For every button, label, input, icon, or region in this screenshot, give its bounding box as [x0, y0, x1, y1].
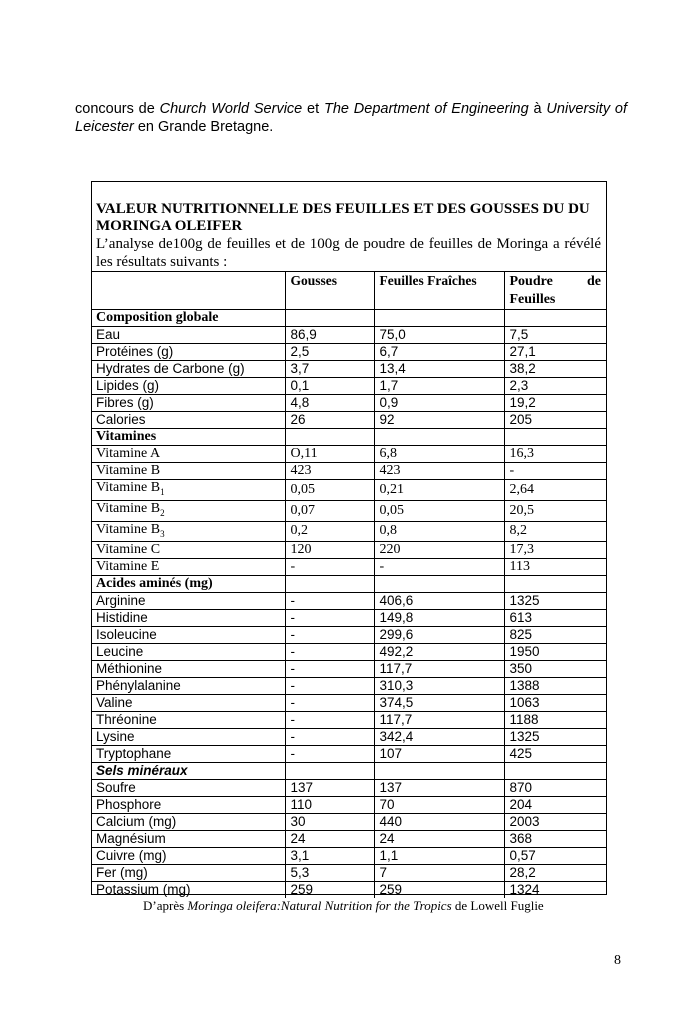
value-cell: 0,9: [374, 395, 504, 412]
table-row: [91, 463, 607, 480]
empty-cell: [374, 576, 504, 593]
caption-prefix: D’après: [143, 898, 188, 913]
row-label-text: Vitamine A: [96, 446, 161, 461]
value-cell: 24: [285, 831, 374, 848]
value-cell: 825: [504, 627, 607, 644]
value-cell: 19,2: [504, 395, 607, 412]
table-row: [91, 521, 607, 542]
table-row: [91, 848, 607, 865]
caption-source-title: Moringa oleifera:Natural Nutrition for the Tropics: [187, 898, 452, 913]
value-cell: -: [285, 729, 374, 746]
value-cell: 3,1: [285, 848, 374, 865]
empty-cell: [374, 763, 504, 780]
value-cell: 1,7: [374, 378, 504, 395]
value-cell: 374,5: [374, 695, 504, 712]
header-poudre-feuilles: [504, 272, 607, 310]
box-subtitle: L’analyse de100g de feuilles et de 100g de poudre de feuilles de Moringa a révélé les résultats suivants :: [96, 236, 601, 270]
value-cell: -: [285, 627, 374, 644]
row-label: [91, 446, 285, 463]
row-label: [91, 746, 285, 763]
value-cell: 220: [374, 542, 504, 559]
value-cell: 7,5: [504, 327, 607, 344]
table-row: [91, 395, 607, 412]
box-title: VALEUR NUTRITIONNELLE DES FEUILLES ET DES GOUSSES DU DU MORINGA OLEIFER: [96, 201, 590, 234]
empty-cell: [285, 763, 374, 780]
row-label-text: Phénylalanine: [96, 678, 181, 694]
value-cell: 5,3: [285, 865, 374, 882]
value-cell: 1325: [504, 593, 607, 610]
value-cell: 13,4: [374, 361, 504, 378]
row-label-text: Calories: [96, 412, 146, 427]
value-cell: 492,2: [374, 644, 504, 661]
table-row: [91, 678, 607, 695]
row-label-text: Lipides (g): [96, 378, 160, 393]
row-label: [91, 797, 285, 814]
header-de-word: de: [587, 274, 601, 289]
empty-cell: [285, 576, 374, 593]
table-row: [91, 446, 607, 463]
intro-text-2: et: [302, 101, 324, 117]
empty-cell: [504, 429, 607, 446]
empty-cell: [285, 310, 374, 327]
table-header-row: [91, 272, 607, 310]
row-label: [91, 610, 285, 627]
value-cell: -: [285, 712, 374, 729]
table-row: [91, 480, 607, 501]
value-cell: 38,2: [504, 361, 607, 378]
value-cell: 16,3: [504, 446, 607, 463]
empty-cell: [285, 429, 374, 446]
row-label-text: Tryptophane: [96, 746, 172, 762]
value-cell: 0,05: [285, 480, 374, 501]
value-cell: 205: [504, 412, 607, 429]
value-cell: 1324: [504, 882, 607, 899]
row-label: [91, 480, 285, 501]
row-label: [91, 695, 285, 712]
section-row: [91, 763, 607, 780]
row-label: [91, 361, 285, 378]
row-label-text: Vitamine B: [96, 521, 161, 537]
row-label-subscript: 1: [160, 486, 165, 497]
table-row: [91, 559, 607, 576]
row-label-text: Isoleucine: [96, 627, 157, 643]
row-label-subscript: 2: [160, 507, 165, 518]
row-label: [91, 395, 285, 412]
header-feuilles-fraiches: Feuilles Fraîches: [374, 272, 504, 310]
intro-org-church: Church World Service: [159, 101, 303, 117]
row-label-text: Vitamine E: [96, 559, 160, 575]
intro-org-engineering: The Department of Engineering: [323, 101, 529, 117]
value-cell: 26: [285, 412, 374, 429]
section-title: Composition globale: [91, 310, 285, 327]
table-row: [91, 797, 607, 814]
row-label: [91, 559, 285, 576]
value-cell: 17,3: [504, 542, 607, 559]
value-cell: 342,4: [374, 729, 504, 746]
value-cell: 259: [285, 882, 374, 899]
value-cell: 113: [504, 559, 607, 576]
value-cell: 2,64: [504, 480, 607, 501]
value-cell: 92: [374, 412, 504, 429]
value-cell: 1388: [504, 678, 607, 695]
value-cell: -: [285, 593, 374, 610]
value-cell: 1325: [504, 729, 607, 746]
row-label-text: Arginine: [96, 593, 146, 609]
intro-text-4: en Grande Bretagne.: [133, 119, 274, 135]
row-label: [91, 814, 285, 831]
row-label: [91, 780, 285, 797]
row-label-subscript: 3: [160, 528, 165, 539]
value-cell: 440: [374, 814, 504, 831]
row-label: [91, 521, 285, 542]
nutrition-table: [91, 271, 607, 898]
table-row: [91, 500, 607, 521]
value-cell: 8,2: [504, 521, 607, 542]
value-cell: 117,7: [374, 661, 504, 678]
value-cell: 6,7: [374, 344, 504, 361]
value-cell: -: [285, 644, 374, 661]
value-cell: 2003: [504, 814, 607, 831]
value-cell: -: [285, 661, 374, 678]
value-cell: 613: [504, 610, 607, 627]
value-cell: 20,5: [504, 500, 607, 521]
row-label: [91, 463, 285, 480]
row-label-text: Vitamine B: [96, 500, 161, 516]
row-label-text: Soufre: [96, 780, 136, 796]
value-cell: 1950: [504, 644, 607, 661]
value-cell: -: [285, 610, 374, 627]
page-number: 8: [614, 953, 621, 968]
value-cell: 137: [285, 780, 374, 797]
table-row: [91, 831, 607, 848]
row-label-text: Vitamine B: [96, 463, 161, 478]
value-cell: 350: [504, 661, 607, 678]
table-row: [91, 746, 607, 763]
row-label: [91, 865, 285, 882]
value-cell: 368: [504, 831, 607, 848]
row-label: [91, 712, 285, 729]
value-cell: -: [285, 559, 374, 576]
table-row: [91, 882, 607, 899]
intro-paragraph: [75, 100, 627, 136]
row-label-text: Valine: [96, 695, 133, 711]
row-label-text: Calcium (mg): [96, 814, 177, 830]
value-cell: 107: [374, 746, 504, 763]
source-caption: [143, 898, 544, 914]
value-cell: 3,7: [285, 361, 374, 378]
row-label-text: Protéines (g): [96, 344, 174, 359]
row-label: [91, 378, 285, 395]
value-cell: 1063: [504, 695, 607, 712]
value-cell: 1188: [504, 712, 607, 729]
value-cell: -: [285, 695, 374, 712]
value-cell: 0,07: [285, 500, 374, 521]
row-label-text: Phosphore: [96, 797, 162, 813]
row-label-text: Méthionine: [96, 661, 163, 677]
value-cell: 423: [374, 463, 504, 480]
row-label-text: Fer (mg): [96, 865, 148, 881]
value-cell: 6,8: [374, 446, 504, 463]
value-cell: O,11: [285, 446, 374, 463]
value-cell: 423: [285, 463, 374, 480]
table-row: [91, 695, 607, 712]
header-feuilles-word: Feuilles: [509, 292, 556, 307]
value-cell: 120: [285, 542, 374, 559]
table-row: [91, 865, 607, 882]
empty-cell: [504, 576, 607, 593]
header-gousses: Gousses: [285, 272, 374, 310]
table-row: [91, 712, 607, 729]
value-cell: 425: [504, 746, 607, 763]
row-label: [91, 412, 285, 429]
row-label-text: Vitamine B: [96, 480, 161, 495]
row-label: [91, 848, 285, 865]
table-row: [91, 327, 607, 344]
value-cell: 259: [374, 882, 504, 899]
row-label: [91, 344, 285, 361]
value-cell: 0,2: [285, 521, 374, 542]
empty-cell: [374, 429, 504, 446]
table-row: [91, 344, 607, 361]
table-row: [91, 610, 607, 627]
value-cell: 0,21: [374, 480, 504, 501]
value-cell: -: [374, 559, 504, 576]
row-label: [91, 661, 285, 678]
value-cell: 27,1: [504, 344, 607, 361]
row-label-text: Thréonine: [96, 712, 157, 728]
section-title: Sels minéraux: [91, 763, 285, 780]
row-label-text: Magnésium: [96, 831, 166, 847]
value-cell: 0,05: [374, 500, 504, 521]
table-row: [91, 780, 607, 797]
table-row: [91, 627, 607, 644]
row-label-text: Leucine: [96, 644, 144, 660]
row-label-text: Eau: [96, 327, 121, 342]
value-cell: 204: [504, 797, 607, 814]
row-label: [91, 542, 285, 559]
table-row: [91, 361, 607, 378]
intro-text-1: concours de: [75, 101, 160, 117]
header-empty-cell: [91, 272, 285, 310]
section-row: [91, 429, 607, 446]
table-row: [91, 412, 607, 429]
table-row: [91, 729, 607, 746]
value-cell: 110: [285, 797, 374, 814]
empty-cell: [504, 763, 607, 780]
section-row: [91, 576, 607, 593]
row-label-text: Potassium (mg): [96, 882, 191, 898]
row-label: [91, 644, 285, 661]
value-cell: 117,7: [374, 712, 504, 729]
row-label: [91, 831, 285, 848]
row-label-text: Hydrates de Carbone (g): [96, 361, 245, 376]
section-title: Vitamines: [91, 429, 285, 446]
empty-cell: [504, 310, 607, 327]
value-cell: 28,2: [504, 865, 607, 882]
value-cell: 870: [504, 780, 607, 797]
value-cell: 86,9: [285, 327, 374, 344]
row-label-text: Lysine: [96, 729, 135, 745]
table-row: [91, 814, 607, 831]
intro-text-3: à: [528, 101, 547, 117]
table-row: [91, 644, 607, 661]
value-cell: -: [285, 678, 374, 695]
row-label: [91, 327, 285, 344]
row-label: [91, 678, 285, 695]
value-cell: 70: [374, 797, 504, 814]
value-cell: 4,8: [285, 395, 374, 412]
value-cell: 1,1: [374, 848, 504, 865]
table-row: [91, 593, 607, 610]
value-cell: 2,5: [285, 344, 374, 361]
table-row: [91, 542, 607, 559]
row-label: [91, 500, 285, 521]
value-cell: 2,3: [504, 378, 607, 395]
value-cell: 406,6: [374, 593, 504, 610]
section-row: [91, 310, 607, 327]
row-label: [91, 882, 285, 899]
table-row: [91, 661, 607, 678]
value-cell: 24: [374, 831, 504, 848]
value-cell: 75,0: [374, 327, 504, 344]
intro-org-leicester: University of Leicester: [75, 101, 627, 135]
row-label-text: Vitamine C: [96, 542, 161, 558]
value-cell: 7: [374, 865, 504, 882]
caption-suffix: de Lowell Fuglie: [451, 898, 544, 913]
value-cell: 299,6: [374, 627, 504, 644]
value-cell: -: [504, 463, 607, 480]
row-label-text: Histidine: [96, 610, 148, 626]
header-poudre-word: Poudre: [509, 274, 553, 289]
row-label: [91, 627, 285, 644]
empty-cell: [374, 310, 504, 327]
value-cell: 30: [285, 814, 374, 831]
value-cell: 149,8: [374, 610, 504, 627]
value-cell: 0,8: [374, 521, 504, 542]
section-title: Acides aminés (mg): [91, 576, 285, 593]
nutrition-table-body: [91, 272, 607, 899]
row-label: [91, 593, 285, 610]
table-row: [91, 378, 607, 395]
row-label-text: Cuivre (mg): [96, 848, 167, 864]
value-cell: 0,57: [504, 848, 607, 865]
value-cell: 0,1: [285, 378, 374, 395]
value-cell: -: [285, 746, 374, 763]
row-label: [91, 729, 285, 746]
row-label-text: Fibres (g): [96, 395, 154, 410]
value-cell: 310,3: [374, 678, 504, 695]
value-cell: 137: [374, 780, 504, 797]
